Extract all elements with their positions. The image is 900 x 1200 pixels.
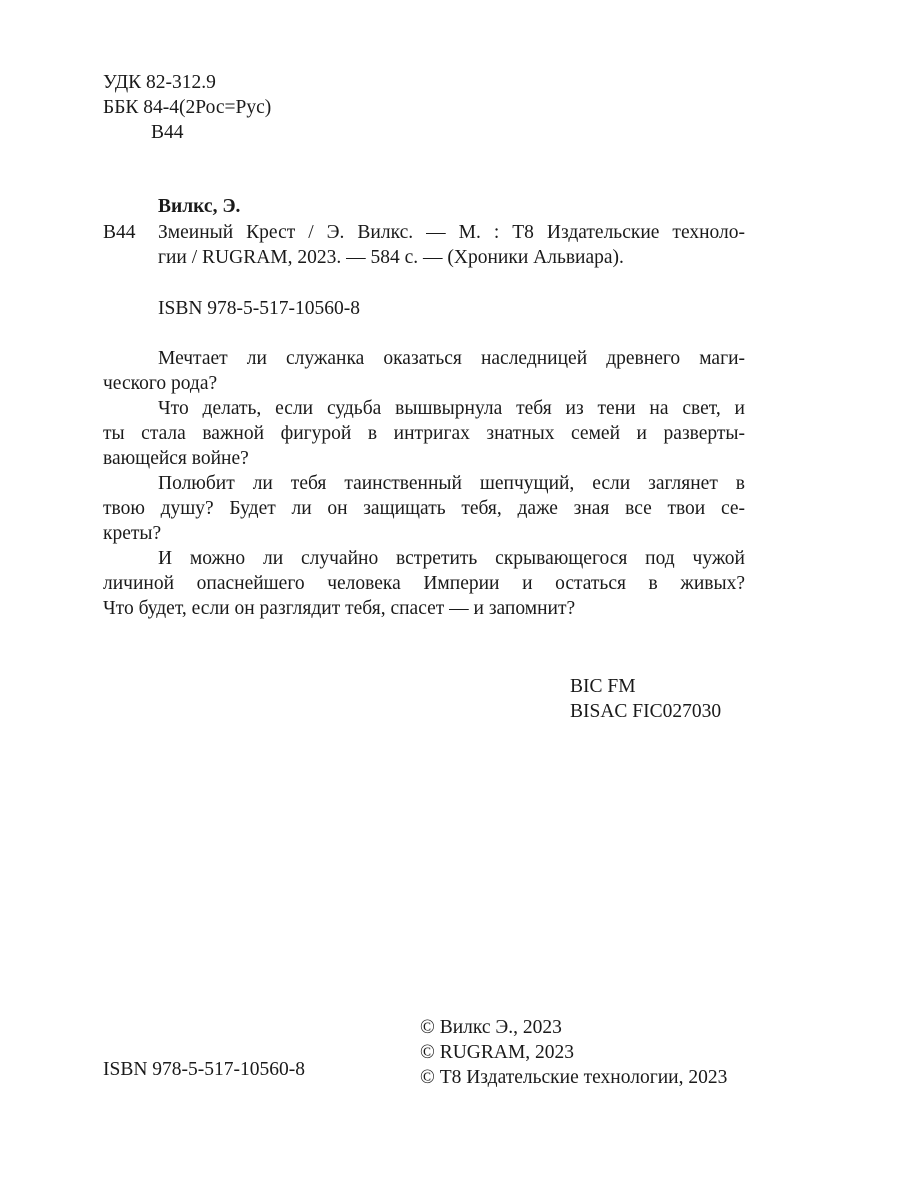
author-heading: Вилкс, Э. [158,196,241,217]
udk-code: УДК 82-312.9 [103,72,216,93]
bibliographic-line: Змеиный Крест / Э. Вилкс. — М. : Т8 Издательские техноло- [158,222,745,243]
annotation-line: твою душу? Будет ли он защищать тебя, даже зная все твои се- [103,498,745,519]
annotation-line: ческого рода? [103,373,218,394]
annotation-line: Мечтает ли служанка оказаться наследницей древнего маги- [158,348,745,369]
bibliographic-description [158,220,745,270]
bibliographic-line: гии / RUGRAM, 2023. — 584 с. — (Хроники Альвиара). [158,247,624,268]
isbn-bottom: ISBN 978-5-517-10560-8 [103,1059,306,1080]
author-sign: В44 [151,122,184,143]
bibliographic-code: В44 [103,222,136,243]
copyright-line: © RUGRAM, 2023 [420,1042,575,1063]
annotation-line: Что будет, если он разглядит тебя, спасет — и запомнит? [103,598,576,619]
isbn-main: ISBN 978-5-517-10560-8 [158,298,361,319]
annotation-line: личиной опаснейшего человека Империи и остаться в живых? [103,573,745,594]
annotation [103,346,745,621]
annotation-line: креты? [103,523,162,544]
copyright-line: © Вилкс Э., 2023 [420,1017,562,1038]
annotation-line: Что делать, если судьба вышвырнула тебя из тени на свет, и [158,398,745,419]
annotation-line: вающейся войне? [103,448,249,469]
copyright-line: © Т8 Издательские технологии, 2023 [420,1067,728,1088]
copyright-notices [420,1015,727,1090]
classification-codes [570,674,721,724]
annotation-line: Полюбит ли тебя таинственный шепчущий, если заглянет в [158,473,745,494]
annotation-line: И можно ли случайно встретить скрывающегося под чужой [158,548,745,569]
annotation-line: ты стала важной фигурой в интригах знатных семей и разверты- [103,423,745,444]
bic-code: BIC FM [570,676,636,697]
bisac-code: BISAC FIC027030 [570,701,722,722]
bbk-code: ББК 84-4(2Рос=Рус) [103,97,272,118]
classification-block [103,70,271,145]
